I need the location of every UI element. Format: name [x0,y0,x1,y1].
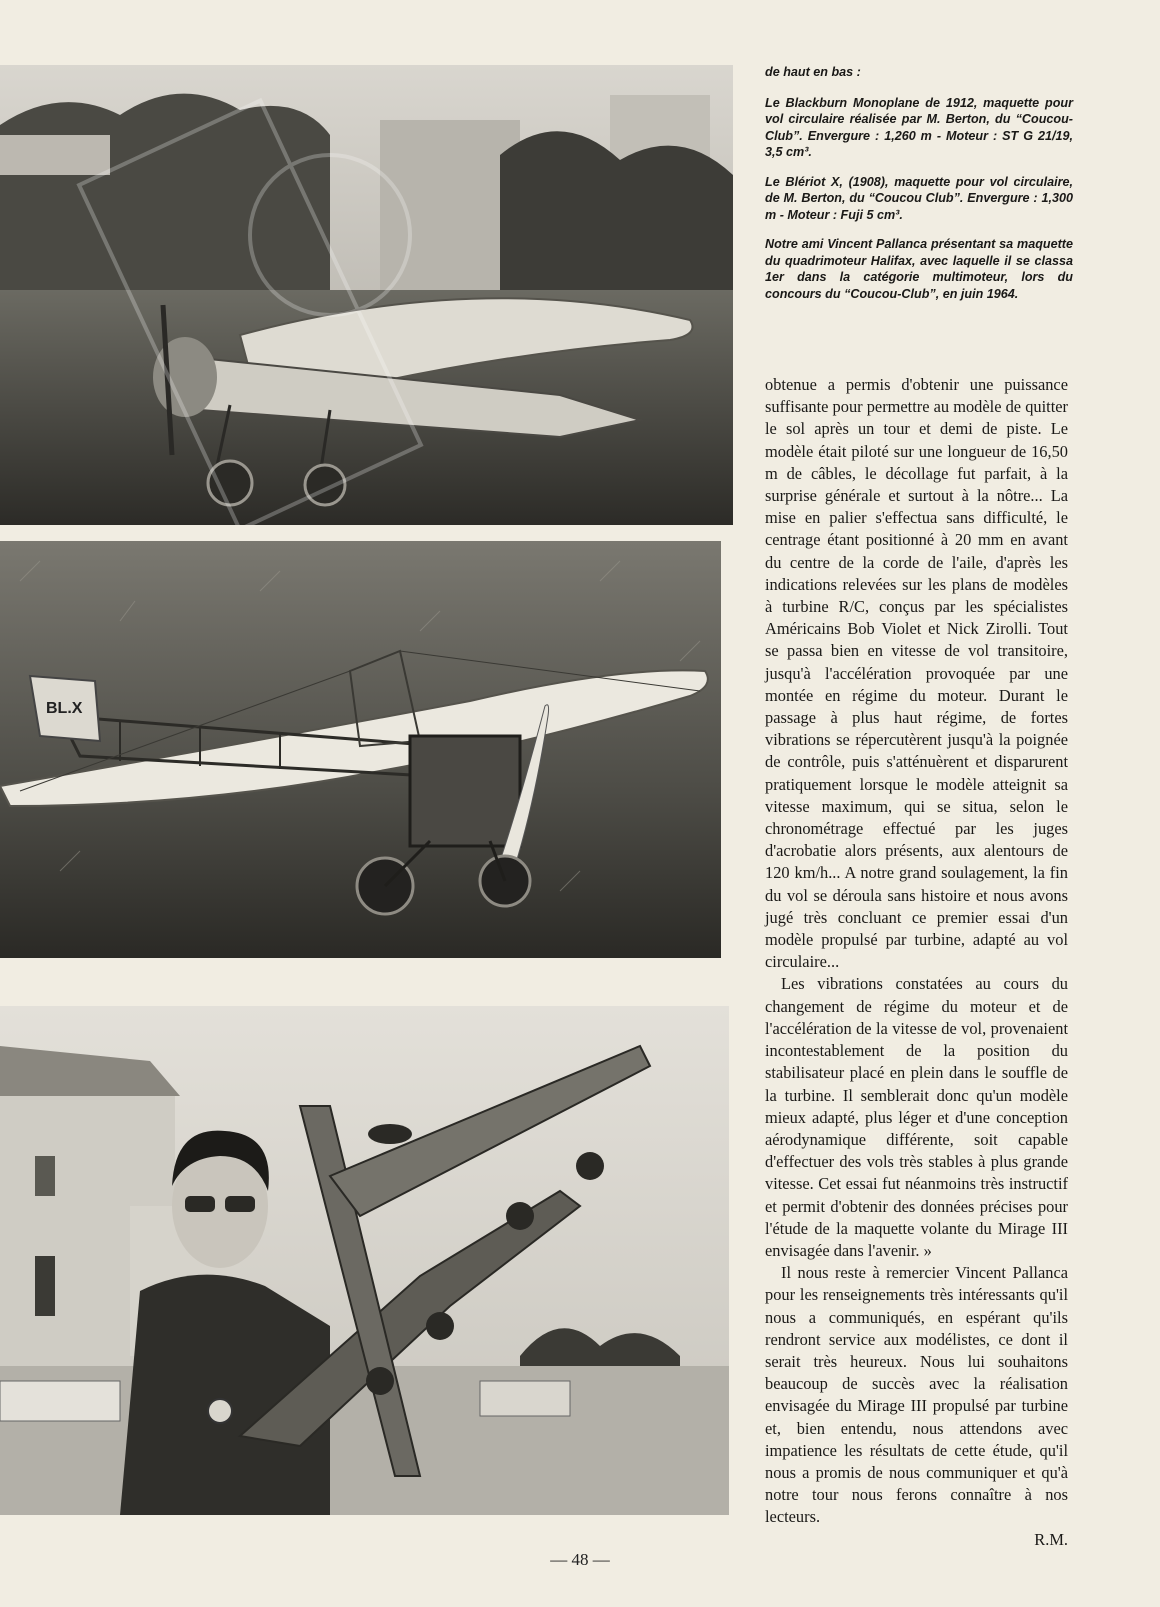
caption-bleriot: Le Blériot X, (1908), maquette pour vol circulaire, de M. Berton, du “Coucou Club”. Envergure : 1,300 m - Moteur : Fuji 5 cm³. [765,174,1073,222]
article-body [765,374,1068,1551]
page-number: — 48 — [550,1550,610,1569]
photo-blackburn-monoplane [0,65,733,525]
halifax-photo-illustration [0,1006,729,1515]
photo-bleriot-x [0,541,721,958]
article-paragraph: Les vibrations constatées au cours du changement de régime du moteur et de l'accélération de la vitesse de vol, provenaient incontestablement de la position du stabilisateur placé en plein dans le souffle de la turbine. Il semblerait donc qu'un modèle mieux adapté, plus léger et d'une conception aérodynamique différente, soit capable d'effectuer des vols très stables à plus grande vitesse. Cet essai fut néanmoins très instructif et permit d'obtenir des données précises pour l'étude de la maquette volante du Mirage III envisagée dans l'avenir. » [765,974,1068,1260]
captions-intro: de haut en bas : [765,65,861,79]
bleriot-photo-illustration [0,541,721,958]
tail-lettering: BL.X [46,700,83,717]
article-paragraph: obtenue a permis d'obtenir une puissance suffisante pour permettre au modèle de quitter le sol après un tour et demi de piste. Le modèle était piloté sur une longueur de 16,50 m de câbles, le décollage fut parfait, à la surprise générale et surtout à la nôtre... La mise en palier s'effectua sans difficulté, le centrage étant positionné à 20 mm en avant du centre de la corde de l'aile, d'après les indications relevées sur les plans de modèles à turbine R/C, conçus par les spécialistes Américains Bob Violet et Nick Zirolli. Tout se passa bien en vitesse de vol transitoire, jusqu'à l'accélération provoquée par une montée en régime du moteur. Durant le passage à plus haut régime, de fortes vibrations se répercutèrent jusqu'à la poignée de contrôle, puis s'atténuèrent et disparurent pratiquement lorsque le modèle atteignit sa vitesse maximum, qui se situa, selon le chronométrage effectué par les juges d'acrobatie alors présents, aux alentours de 120 km/h... A notre grand soulagement, la fin du vol se déroula sans histoire et nous avons jugé très concluant ce premier essai d'un modèle propulsé par turbine, adapté au vol circulaire... [765,375,1068,972]
blackburn-photo-illustration [0,65,733,525]
photo-pallanca-halifax [0,1006,729,1515]
article-signature: R.M. [1034,1529,1068,1549]
article-paragraph: Il nous reste à remercier Vincent Pallanca pour les renseignements très intéressants qu'il nous a communiqués, en espérant qu'ils rendront service aux modélistes, ce dont il serait très heureux. Nous lui souhaitons beaucoup de succès avec la réalisation envisagée du Mirage III propulsé par turbine et, bien entendu, nous attendons avec impatience les résultats de cette étude, qu'il nous a promis de nous communiquer et qu'à notre tour nous ferons connaître à nos lecteurs. [765,1263,1068,1527]
caption-blackburn: Le Blackburn Monoplane de 1912, maquette pour vol circulaire réalisée par M. Berton, du “Coucou-Club”. Envergure : 1,260 m - Moteur : ST G 21/19, 3,5 cm³. [765,95,1073,159]
caption-halifax: Notre ami Vincent Pallanca présentant sa maquette du quadrimoteur Halifax, avec laquelle il se classa 1er dans la catégorie multimoteur, lors du concours du “Coucou-Club”, en juin 1964. [765,237,1073,301]
photo-captions [765,64,1073,315]
